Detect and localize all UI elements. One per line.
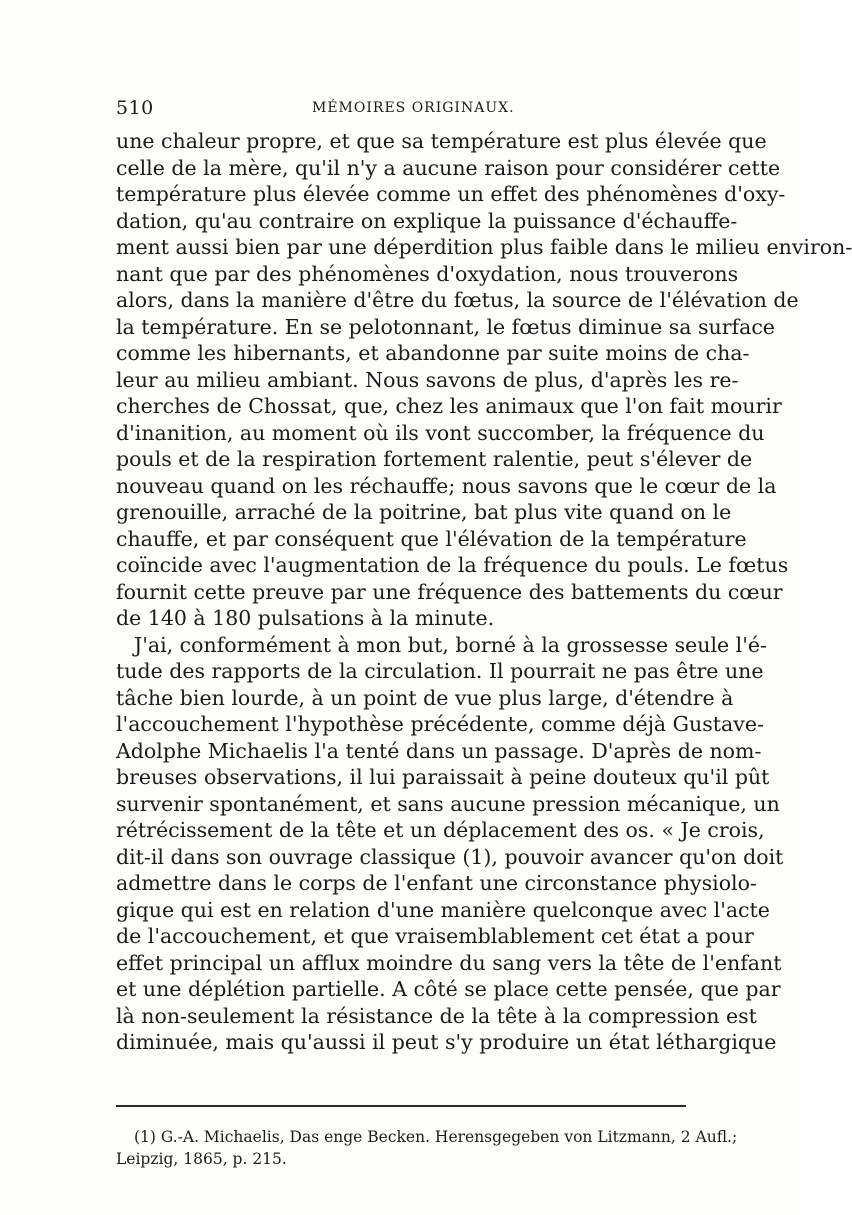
text-line: breuses observations, il lui paraissait à peine douteux qu'il pût bbox=[116, 765, 770, 789]
text-line: cherches de Chossat, que, chez les animaux que l'on fait mourir bbox=[116, 394, 782, 418]
text-line: diminuée, mais qu'aussi il peut s'y produire un état léthargique bbox=[116, 1030, 777, 1054]
text-line: fournit cette preuve par une fréquence des battements du cœur bbox=[116, 579, 783, 604]
text-line: gique qui est en relation d'une manière quelconque avec l'acte bbox=[116, 897, 770, 922]
text-line: la température. En se pelotonnant, le fœtus diminue sa surface bbox=[116, 314, 775, 339]
text-line: Adolphe Michaelis l'a tenté dans un passage. D'après de nom- bbox=[116, 738, 762, 763]
text-line: comme les hibernants, et abandonne par suite moins de cha- bbox=[116, 341, 750, 365]
text-line: alors, dans la manière d'être du fœtus, la source de l'élévation de bbox=[116, 288, 799, 312]
text-line: survenir spontanément, et sans aucune pression mécanique, un bbox=[116, 791, 780, 816]
page-number: 510 bbox=[116, 97, 154, 119]
text-line: là non-seulement la résistance de la tête à la compression est bbox=[116, 1003, 757, 1028]
text-line: une chaleur propre, et que sa température est plus élevée que bbox=[116, 129, 767, 153]
text-line: tude des rapports de la circulation. Il pourrait ne pas être une bbox=[116, 659, 764, 683]
text-line: de 140 à 180 pulsations à la minute. bbox=[116, 606, 495, 630]
text-line: J'ai, conformément à mon but, borné à la grossesse seule l'é- bbox=[134, 632, 767, 657]
text-line: dation, qu'au contraire on explique la puissance d'échauffe- bbox=[116, 208, 738, 233]
text-line: d'inanition, au moment où ils vont succomber, la fréquence du bbox=[116, 420, 765, 445]
text-line: leur au milieu ambiant. Nous savons de plus, d'après les re- bbox=[116, 367, 739, 392]
text-line: nant que par des phénomènes d'oxydation, nous trouverons bbox=[116, 261, 739, 286]
text-line: rétrécissement de la tête et un déplacement des os. « Je crois, bbox=[116, 818, 765, 842]
footnote-line: (1) G.-A. Michaelis, Das enge Becken. Herensgegeben von Litzmann, 2 Aufl.; bbox=[134, 1128, 738, 1146]
text-line: tâche bien lourde, à un point de vue plus large, d'étendre à bbox=[116, 685, 734, 710]
text-line: et une déplétion partielle. A côté se place cette pensée, que par bbox=[116, 977, 781, 1001]
running-head: MÉMOIRES ORIGINAUX. bbox=[312, 100, 515, 116]
text-line: l'accouchement l'hypothèse précédente, comme déjà Gustave- bbox=[116, 712, 764, 736]
text-line: grenouille, arraché de la poitrine, bat plus vite quand on le bbox=[116, 500, 732, 524]
text-line: température plus élevée comme un effet des phénomènes d'oxy- bbox=[116, 182, 786, 206]
text-line: chauffe, et par conséquent que l'élévation de la température bbox=[116, 526, 747, 551]
body-text bbox=[116, 128, 852, 1056]
footnote-line: Leipzig, 1865, p. 215. bbox=[116, 1150, 287, 1168]
text-line: celle de la mère, qu'il n'y a aucune raison pour considérer cette bbox=[116, 155, 781, 180]
text-line: dit-il dans son ouvrage classique (1), pouvoir avancer qu'on doit bbox=[116, 844, 784, 869]
text-line: coïncide avec l'augmentation de la fréquence du pouls. Le fœtus bbox=[116, 553, 789, 577]
footnote bbox=[116, 1126, 738, 1170]
text-line: effet principal un afflux moindre du sang vers la tête de l'enfant bbox=[116, 950, 782, 975]
page-header bbox=[116, 97, 686, 121]
text-line: pouls et de la respiration fortement ralentie, peut s'élever de bbox=[116, 447, 753, 471]
text-line: admettre dans le corps de l'enfant une circonstance physiolo- bbox=[116, 871, 757, 895]
text-line: de l'accouchement, et que vraisemblablement cet état a pour bbox=[116, 924, 754, 948]
text-line: ment aussi bien par une déperdition plus faible dans le milieu environ- bbox=[116, 235, 852, 259]
text-line: nouveau quand on les réchauffe; nous savons que le cœur de la bbox=[116, 473, 777, 498]
footnote-rule bbox=[116, 1105, 686, 1107]
